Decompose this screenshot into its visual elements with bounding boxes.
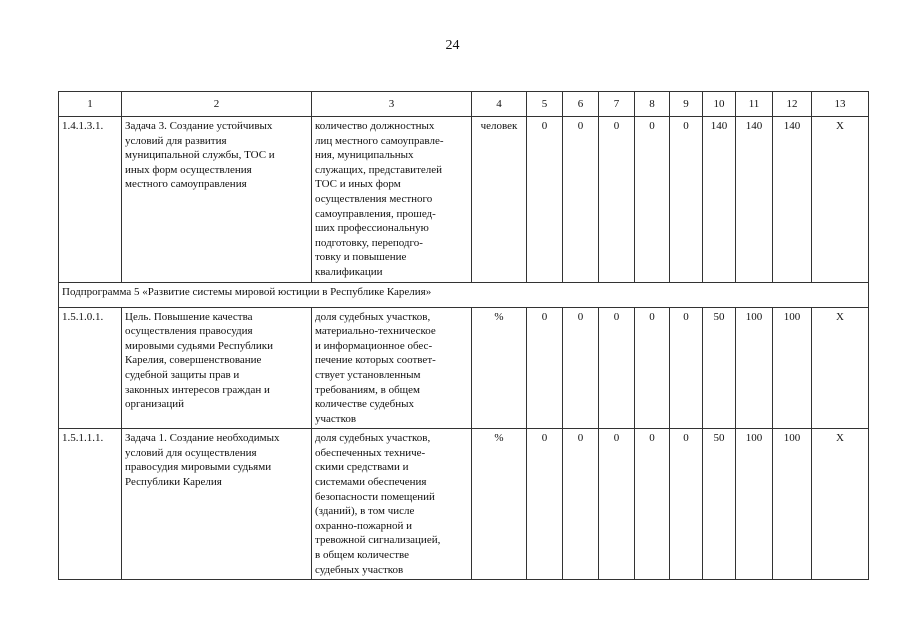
row-value: 100 [736, 307, 773, 429]
column-header-4: 4 [472, 92, 527, 117]
indicators-table [58, 91, 869, 580]
row-value: 0 [563, 117, 599, 283]
row-value: 0 [670, 429, 703, 580]
table-row [59, 307, 869, 429]
row-note: Х [812, 117, 869, 283]
row-code: 1.5.1.1.1. [59, 429, 122, 580]
row-indicator: количество должностных лиц местного самоуправле- ния, муниципальных служащих, представителей ТОС и иных форм осуществления местного самоуправления, прошед- ших профессиональную подготовку, переподго- товку и повышение квалификации [312, 117, 472, 283]
row-goal: Задача 1. Создание необходимых условий для осуществления правосудия мировыми судьями Республики Карелия [122, 429, 312, 580]
row-code: 1.4.1.3.1. [59, 117, 122, 283]
row-value: 0 [670, 117, 703, 283]
row-unit: % [472, 429, 527, 580]
column-header-13: 13 [812, 92, 869, 117]
column-header-5: 5 [527, 92, 563, 117]
table-row [59, 429, 869, 580]
column-header-6: 6 [563, 92, 599, 117]
column-header-9: 9 [670, 92, 703, 117]
page-number: 24 [445, 38, 460, 53]
row-value: 0 [527, 307, 563, 429]
row-value: 0 [563, 307, 599, 429]
row-value: 0 [599, 307, 635, 429]
row-value: 0 [599, 429, 635, 580]
column-header-10: 10 [703, 92, 736, 117]
row-value: 0 [599, 117, 635, 283]
row-unit: человек [472, 117, 527, 283]
row-indicator: доля судебных участков, материально-техническое и информационное обес- печение которых соответ- ствует установленным требованиям, в общем количестве судебных участков [312, 307, 472, 429]
row-value: 0 [635, 307, 670, 429]
row-indicator: доля судебных участков, обеспеченных техниче- скими средствами и системами обеспечения безопасности помещений (зданий), в том числе охранно-пожарной и тревожной сигнализацией, в общем количестве судебных участков [312, 429, 472, 580]
column-header-7: 7 [599, 92, 635, 117]
column-header-3: 3 [312, 92, 472, 117]
column-header-1: 1 [59, 92, 122, 117]
column-header-2: 2 [122, 92, 312, 117]
row-value: 100 [773, 429, 812, 580]
row-goal: Цель. Повышение качества осуществления правосудия мировыми судьями Республики Карелия, совершенствование судебной защиты прав и законных интересов граждан и организаций [122, 307, 312, 429]
row-value: 100 [773, 307, 812, 429]
row-value: 0 [527, 429, 563, 580]
row-value: 0 [527, 117, 563, 283]
row-value: 140 [703, 117, 736, 283]
subprogram-row [59, 282, 869, 307]
row-value: 0 [563, 429, 599, 580]
row-unit: % [472, 307, 527, 429]
row-value: 50 [703, 429, 736, 580]
row-value: 0 [670, 307, 703, 429]
column-header-11: 11 [736, 92, 773, 117]
table-header-row [59, 92, 869, 117]
table-row [59, 117, 869, 283]
column-header-12: 12 [773, 92, 812, 117]
row-value: 140 [773, 117, 812, 283]
row-value: 100 [736, 429, 773, 580]
row-code: 1.5.1.0.1. [59, 307, 122, 429]
row-value: 0 [635, 117, 670, 283]
row-note: Х [812, 307, 869, 429]
row-value: 140 [736, 117, 773, 283]
column-header-8: 8 [635, 92, 670, 117]
row-goal: Задача 3. Создание устойчивых условий для развития муниципальной службы, ТОС и иных форм осуществления местного самоуправления [122, 117, 312, 283]
row-note: Х [812, 429, 869, 580]
subprogram-title: Подпрограмма 5 «Развитие системы мировой юстиции в Республике Карелия» [59, 282, 869, 307]
row-value: 50 [703, 307, 736, 429]
row-value: 0 [635, 429, 670, 580]
